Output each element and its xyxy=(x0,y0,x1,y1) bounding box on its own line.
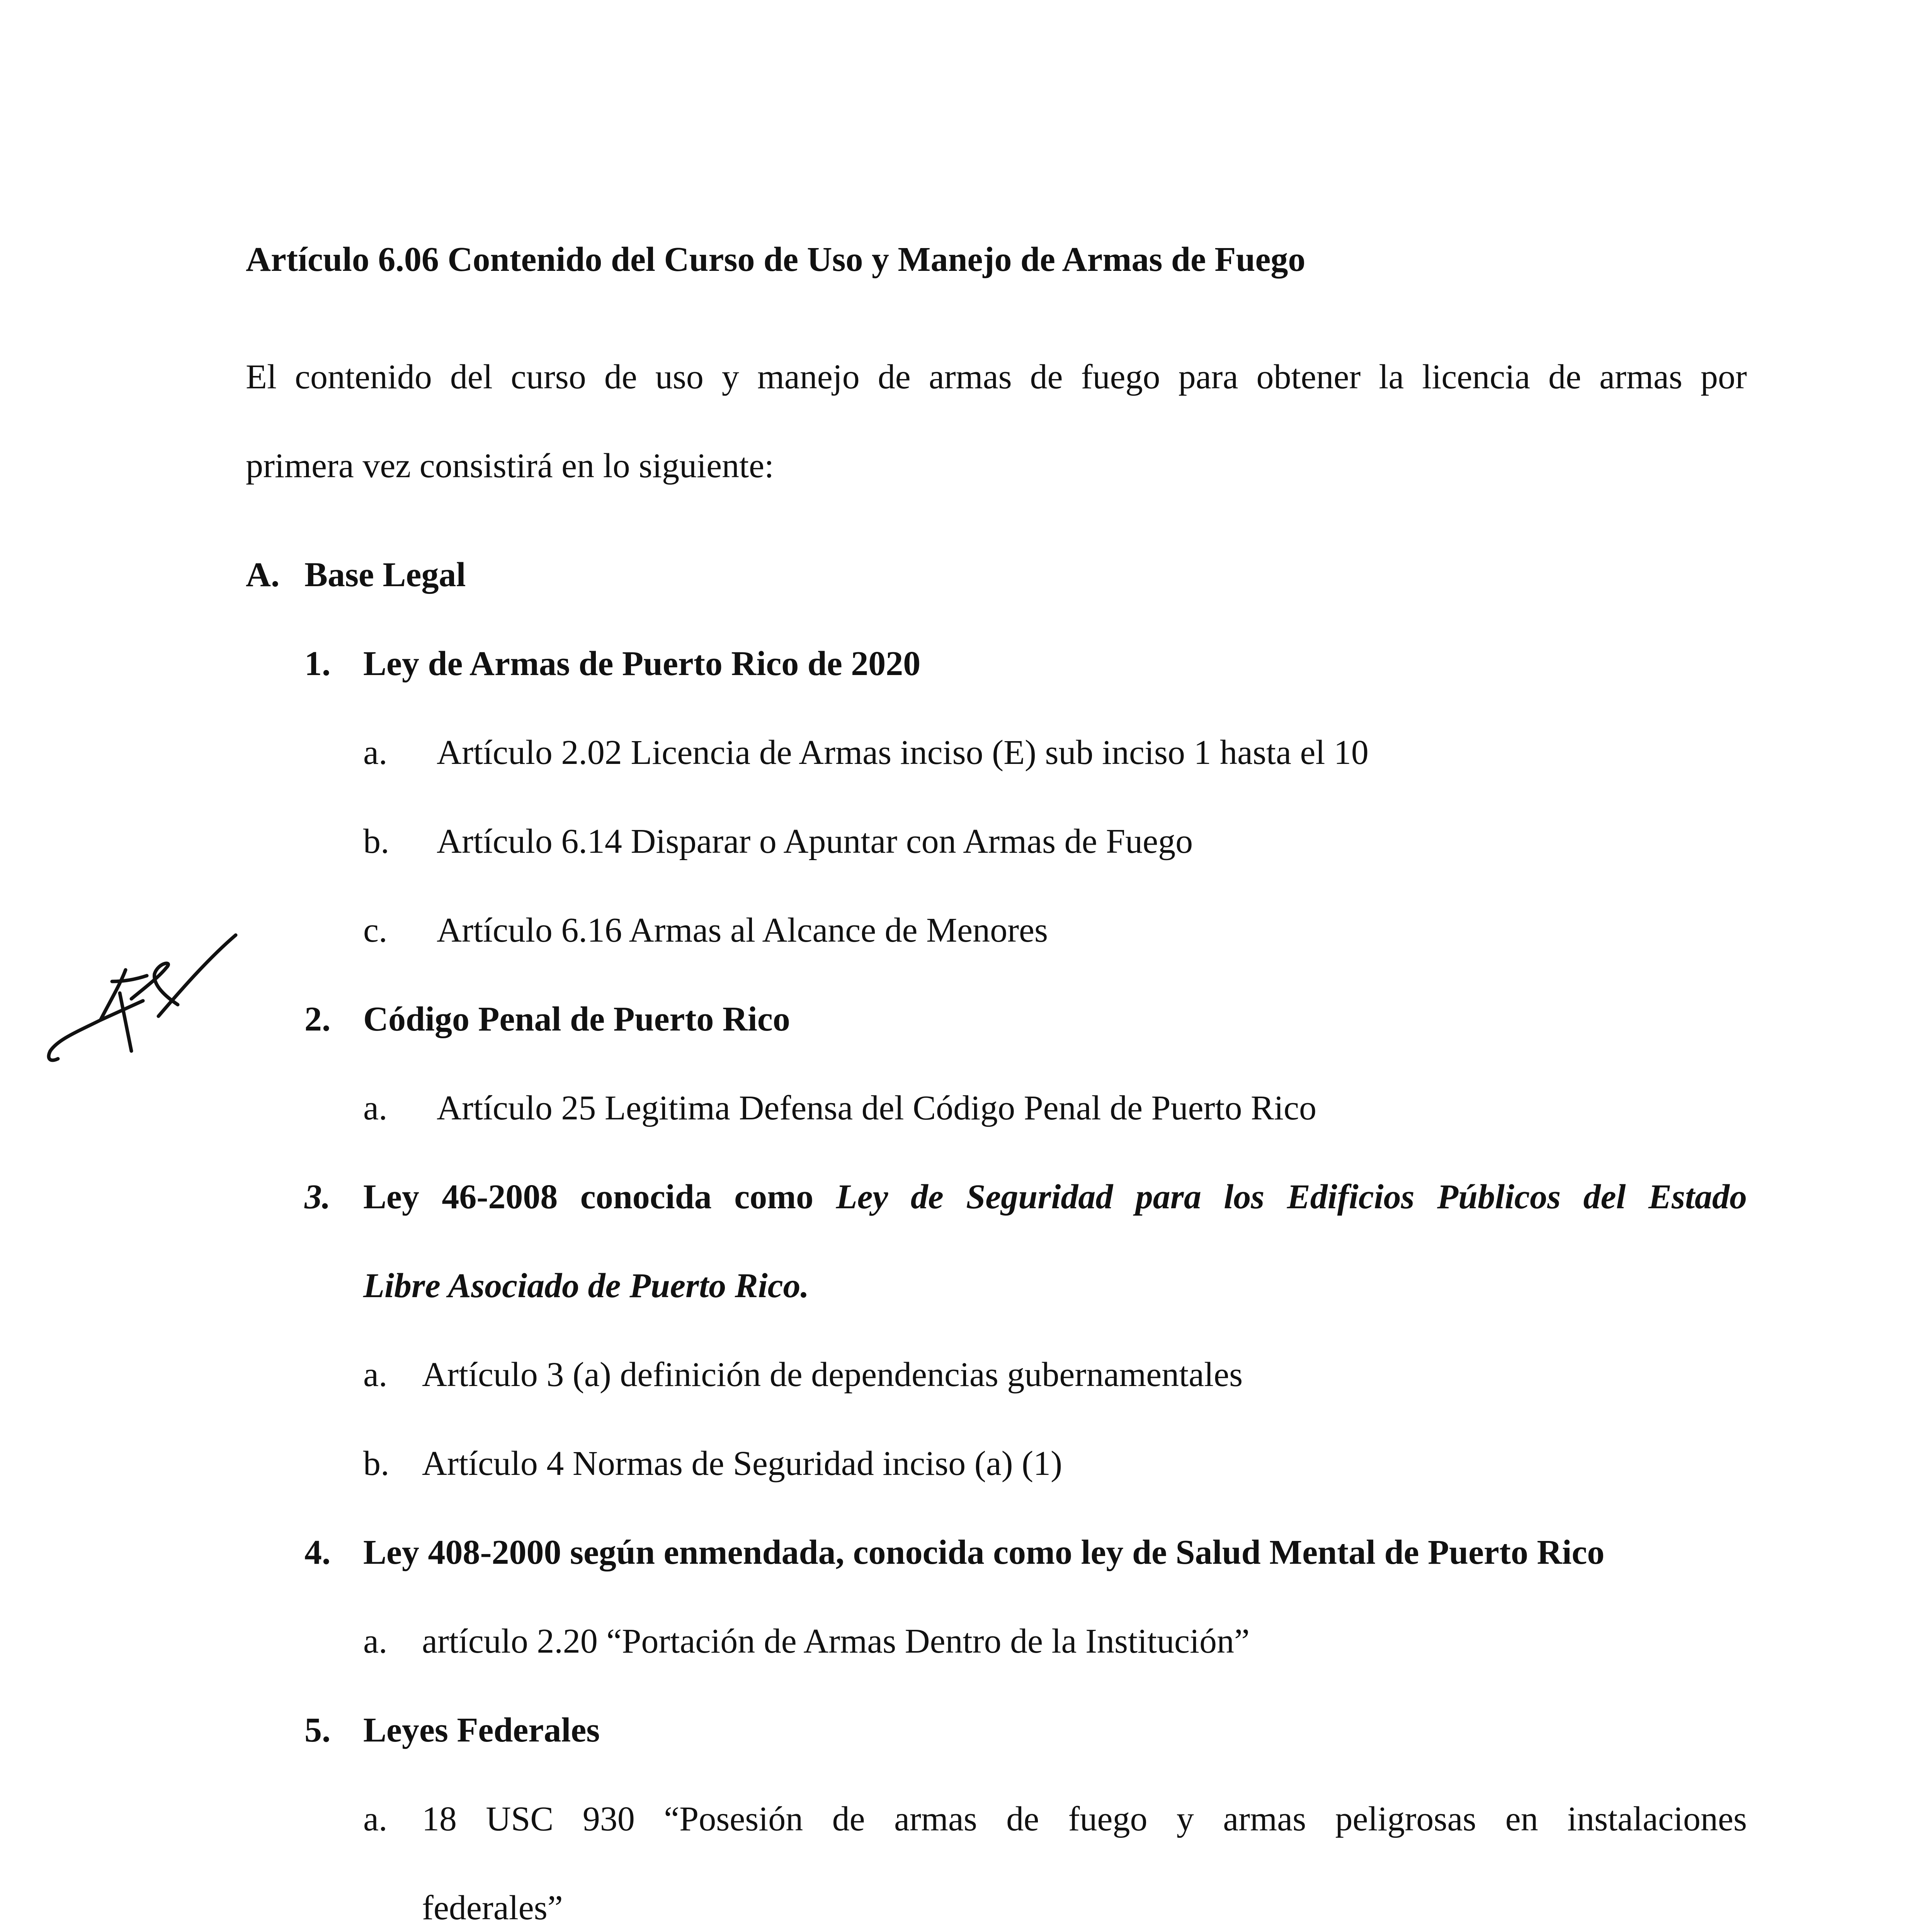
item-title: Ley de Armas de Puerto Rico de 2020 xyxy=(363,645,921,683)
item-title-prefix: Ley 46-2008 conocida como xyxy=(363,1178,814,1216)
intro-line-1: El contenido del curso de uso y manejo de armas de fuego para obtener la licencia de armas por xyxy=(246,358,1747,396)
sub-item-text: Artículo 4 Normas de Seguridad inciso (a) (1) xyxy=(422,1444,1063,1483)
sub-item xyxy=(363,1621,1250,1662)
item-number: 2. xyxy=(304,1000,331,1038)
list-item xyxy=(304,643,920,685)
sub-item-letter: a. xyxy=(363,1622,388,1660)
list-item xyxy=(304,1532,1604,1573)
sub-item-text: Artículo 3 (a) definición de dependencias gubernamentales xyxy=(422,1355,1243,1394)
sub-item-text: Artículo 25 Legitima Defensa del Código Penal de Puerto Rico xyxy=(437,1089,1316,1127)
sub-item xyxy=(363,1443,1062,1485)
item-title: Ley 408-2000 según enmendada, conocida como ley de Salud Mental de Puerto Rico xyxy=(363,1533,1605,1571)
sub-item-letter: a. xyxy=(363,1089,388,1127)
article-heading: Artículo 6.06 Contenido del Curso de Uso y Manejo de Armas de Fuego xyxy=(246,240,1306,279)
item-title-continuation: Libre Asociado de Puerto Rico. xyxy=(363,1267,810,1305)
list-item xyxy=(304,1176,1747,1218)
sub-item-letter-text: a. xyxy=(363,1800,388,1838)
sub-item-text: 18 USC 930 “Posesión de armas de fuego y armas peligrosas en instalaciones xyxy=(422,1800,1747,1838)
sub-item xyxy=(363,1087,1316,1129)
sub-item-letter: a. xyxy=(363,1355,388,1394)
sub-item xyxy=(363,910,1048,951)
item-number: 3. xyxy=(304,1178,331,1216)
sub-item-text: Artículo 6.16 Armas al Alcance de Menores xyxy=(437,911,1048,949)
handwritten-signature-icon xyxy=(43,923,243,1070)
sub-item-text: Artículo 2.02 Licencia de Armas inciso (E) sub inciso 1 hasta el 10 xyxy=(437,733,1369,772)
sub-item xyxy=(363,1354,1243,1396)
sub-item-letter: b. xyxy=(363,1444,389,1483)
item-number: 5. xyxy=(304,1711,331,1749)
sub-item-letter: c. xyxy=(363,911,388,949)
sub-item-letter: a. xyxy=(363,733,388,772)
sub-item xyxy=(363,821,1193,862)
list-item xyxy=(304,1709,600,1751)
item-title: Código Penal de Puerto Rico xyxy=(363,1000,790,1038)
sub-item-text: Artículo 6.14 Disparar o Apuntar con Armas de Fuego xyxy=(437,822,1193,861)
section-a-title: Base Legal xyxy=(304,556,466,594)
sub-item-text: artículo 2.20 “Portación de Armas Dentro de la Institución” xyxy=(422,1622,1250,1660)
sub-item-letter xyxy=(363,1798,387,1840)
sub-item-text-continuation: federales” xyxy=(422,1889,563,1927)
intro-line-2: primera vez consistirá en lo siguiente: xyxy=(246,447,774,485)
item-number: 4. xyxy=(304,1533,331,1571)
list-item xyxy=(304,998,790,1040)
section-a-heading xyxy=(246,554,466,596)
item-title-italic: Ley de Seguridad para los Edificios Públicos del Estado xyxy=(836,1178,1747,1216)
item-title: Leyes Federales xyxy=(363,1711,600,1749)
item-number: 1. xyxy=(304,645,331,683)
section-a-marker: A. xyxy=(246,556,280,594)
sub-item xyxy=(363,732,1369,774)
sub-item-letter: b. xyxy=(363,822,389,861)
